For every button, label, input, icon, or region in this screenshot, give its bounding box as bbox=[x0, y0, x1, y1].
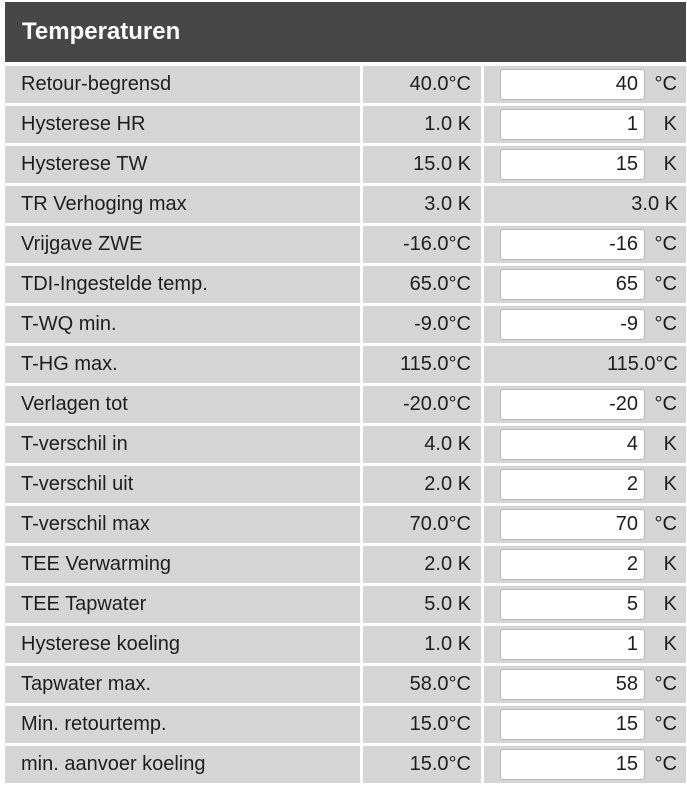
setpoint-input[interactable] bbox=[500, 509, 645, 540]
setting-label: T-verschil in bbox=[5, 426, 360, 463]
setting-label: Hysterese HR bbox=[5, 106, 360, 143]
edit-cell bbox=[484, 506, 686, 543]
unit-label: °C bbox=[654, 513, 677, 535]
edit-cell bbox=[484, 66, 686, 103]
current-value: -20.0°C bbox=[363, 386, 481, 423]
edit-cell bbox=[484, 666, 686, 703]
edit-cell bbox=[484, 706, 686, 743]
setting-label: Hysterese TW bbox=[5, 146, 360, 183]
setting-row bbox=[5, 266, 686, 303]
current-value: 15.0 K bbox=[363, 146, 481, 183]
setting-label: Hysterese koeling bbox=[5, 626, 360, 663]
setting-label: T-HG max. bbox=[5, 346, 360, 383]
edit-cell bbox=[484, 146, 686, 183]
setting-row bbox=[5, 626, 686, 663]
current-value: 2.0 K bbox=[363, 466, 481, 503]
setpoint-input[interactable] bbox=[500, 109, 645, 140]
edit-cell bbox=[484, 106, 686, 143]
setting-label: min. aanvoer koeling bbox=[5, 746, 360, 783]
setting-row bbox=[5, 746, 686, 783]
setpoint-input[interactable] bbox=[500, 69, 645, 100]
setting-row bbox=[5, 106, 686, 143]
setting-label: Tapwater max. bbox=[5, 666, 360, 703]
setpoint-input[interactable] bbox=[500, 669, 645, 700]
current-value: 15.0°C bbox=[363, 746, 481, 783]
temperatures-panel bbox=[5, 2, 686, 786]
current-value: 58.0°C bbox=[363, 666, 481, 703]
setting-row bbox=[5, 306, 686, 343]
unit-label: °C bbox=[654, 393, 677, 415]
setting-row bbox=[5, 706, 686, 743]
setting-row bbox=[5, 506, 686, 543]
setting-label: T-WQ min. bbox=[5, 306, 360, 343]
settings-list bbox=[5, 66, 686, 783]
setpoint-input[interactable] bbox=[500, 269, 645, 300]
edit-cell bbox=[484, 266, 686, 303]
section-header bbox=[5, 2, 686, 62]
edit-cell bbox=[484, 586, 686, 623]
setting-label: Vrijgave ZWE bbox=[5, 226, 360, 263]
edit-cell bbox=[484, 546, 686, 583]
setting-row bbox=[5, 66, 686, 103]
current-value: -16.0°C bbox=[363, 226, 481, 263]
setting-label: TEE Verwarming bbox=[5, 546, 360, 583]
unit-label: K bbox=[663, 433, 677, 455]
current-value: 115.0°C bbox=[363, 346, 481, 383]
current-value: 2.0 K bbox=[363, 546, 481, 583]
unit-label: °C bbox=[654, 753, 677, 775]
edit-cell bbox=[484, 346, 686, 383]
setting-label: Retour-begrensd bbox=[5, 66, 360, 103]
readonly-value: 3.0 K bbox=[631, 193, 678, 215]
unit-label: K bbox=[663, 473, 677, 495]
unit-label: K bbox=[663, 113, 677, 135]
setting-label: T-verschil uit bbox=[5, 466, 360, 503]
current-value: 3.0 K bbox=[363, 186, 481, 223]
setpoint-input[interactable] bbox=[500, 549, 645, 580]
setting-row bbox=[5, 666, 686, 703]
unit-label: K bbox=[663, 593, 677, 615]
setting-row bbox=[5, 226, 686, 263]
setting-row bbox=[5, 586, 686, 623]
unit-label: K bbox=[663, 633, 677, 655]
unit-label: °C bbox=[654, 313, 677, 335]
setting-label: Min. retourtemp. bbox=[5, 706, 360, 743]
edit-cell bbox=[484, 426, 686, 463]
setting-row bbox=[5, 386, 686, 423]
setting-row bbox=[5, 346, 686, 383]
edit-cell bbox=[484, 186, 686, 223]
current-value: 5.0 K bbox=[363, 586, 481, 623]
setpoint-input[interactable] bbox=[500, 629, 645, 660]
setpoint-input[interactable] bbox=[500, 749, 645, 780]
setting-row bbox=[5, 186, 686, 223]
unit-label: °C bbox=[654, 713, 677, 735]
setpoint-input[interactable] bbox=[500, 709, 645, 740]
edit-cell bbox=[484, 386, 686, 423]
unit-label: K bbox=[663, 553, 677, 575]
edit-cell bbox=[484, 466, 686, 503]
setpoint-input[interactable] bbox=[500, 149, 645, 180]
current-value: 1.0 K bbox=[363, 106, 481, 143]
setpoint-input[interactable] bbox=[500, 309, 645, 340]
current-value: 15.0°C bbox=[363, 706, 481, 743]
setting-label: T-verschil max bbox=[5, 506, 360, 543]
current-value: 40.0°C bbox=[363, 66, 481, 103]
setting-label: Verlagen tot bbox=[5, 386, 360, 423]
edit-cell bbox=[484, 746, 686, 783]
setpoint-input[interactable] bbox=[500, 389, 645, 420]
setting-row bbox=[5, 146, 686, 183]
setting-label: TR Verhoging max bbox=[5, 186, 360, 223]
unit-label: °C bbox=[654, 273, 677, 295]
setting-row bbox=[5, 426, 686, 463]
setting-row bbox=[5, 546, 686, 583]
current-value: 1.0 K bbox=[363, 626, 481, 663]
setting-label: TDI-Ingestelde temp. bbox=[5, 266, 360, 303]
setting-row bbox=[5, 466, 686, 503]
unit-label: °C bbox=[654, 73, 677, 95]
unit-label: K bbox=[663, 153, 677, 175]
setpoint-input[interactable] bbox=[500, 229, 645, 260]
setpoint-input[interactable] bbox=[500, 589, 645, 620]
setting-label: TEE Tapwater bbox=[5, 586, 360, 623]
readonly-value: 115.0°C bbox=[606, 353, 678, 375]
unit-label: °C bbox=[654, 673, 677, 695]
current-value: -9.0°C bbox=[363, 306, 481, 343]
setpoint-input[interactable] bbox=[500, 469, 645, 500]
current-value: 70.0°C bbox=[363, 506, 481, 543]
edit-cell bbox=[484, 226, 686, 263]
section-title: Temperaturen bbox=[22, 18, 181, 45]
unit-label: °C bbox=[654, 233, 677, 255]
current-value: 65.0°C bbox=[363, 266, 481, 303]
edit-cell bbox=[484, 626, 686, 663]
current-value: 4.0 K bbox=[363, 426, 481, 463]
edit-cell bbox=[484, 306, 686, 343]
setpoint-input[interactable] bbox=[500, 429, 645, 460]
